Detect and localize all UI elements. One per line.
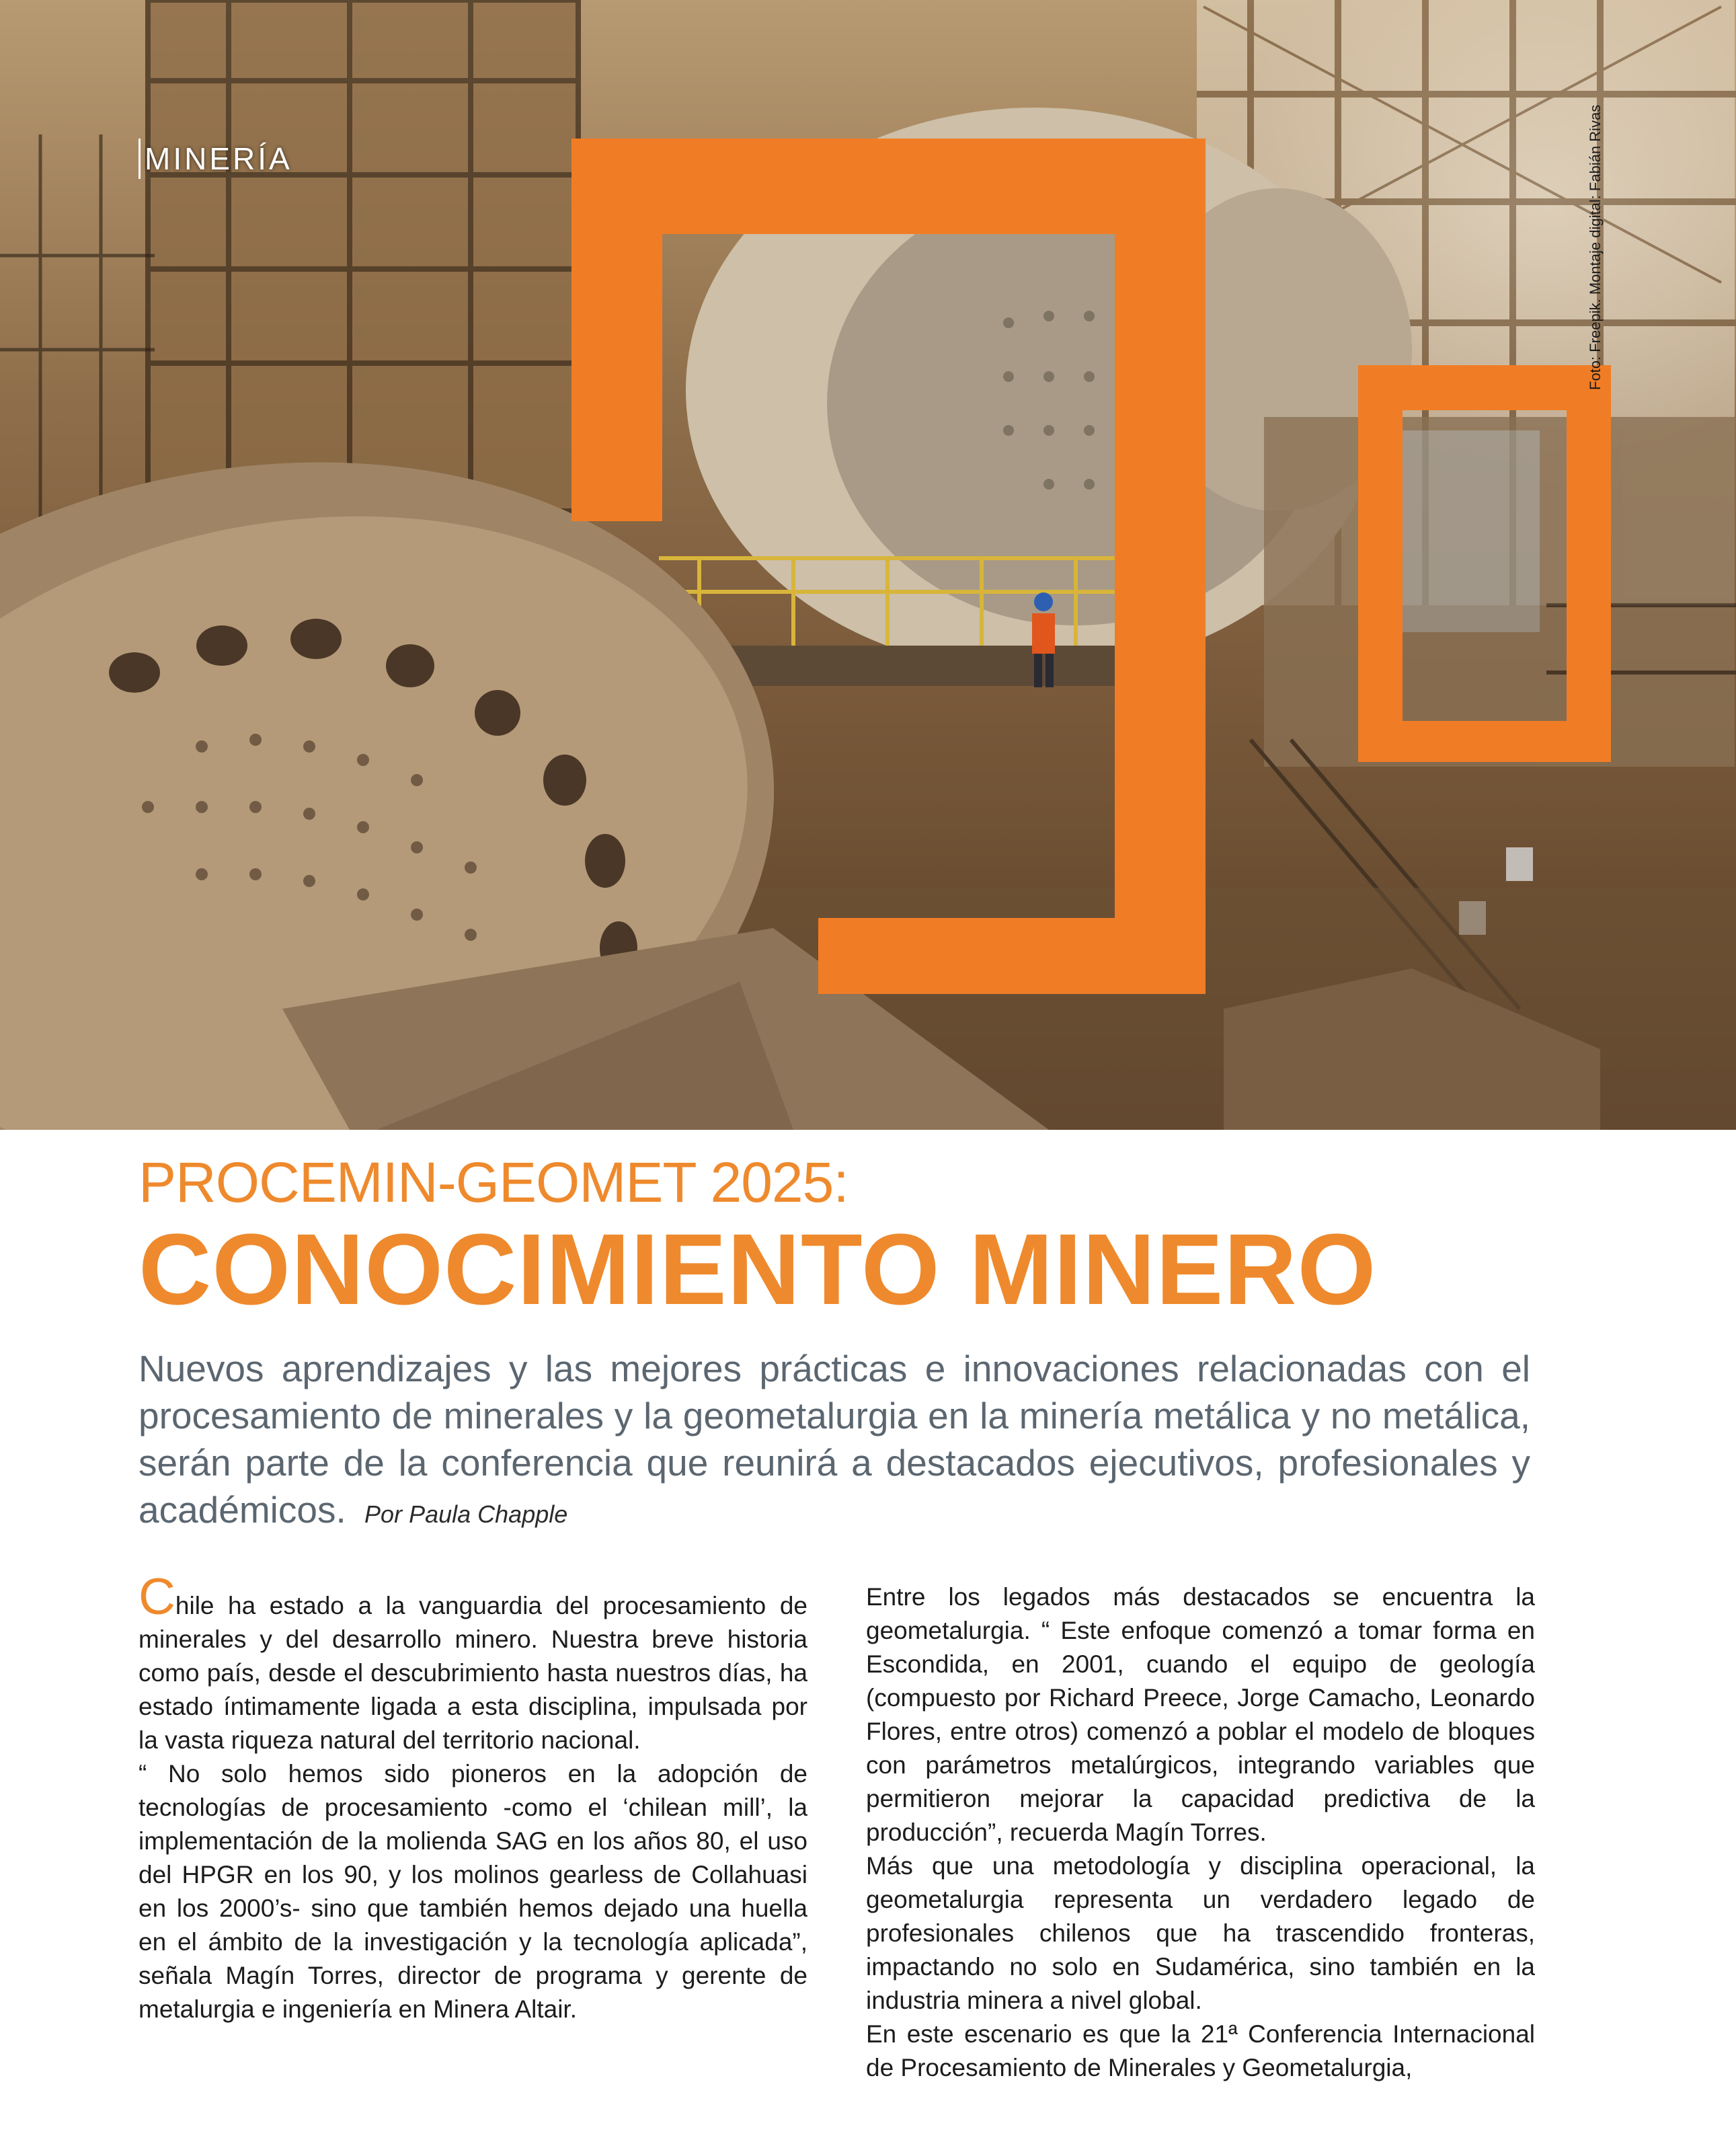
paragraph-text: hile ha estado a la vanguardia del procesamiento de minerales y del desarrollo minero. Nuestra breve historia como país, desde el descubrimiento hasta nuestros días, ha estado íntimamente ligada a esta disciplina, impulsada por la vasta riqueza natural del territorio nacional.	[139, 1592, 807, 1754]
article-kicker: PROCEMIN-GEOMET 2025:	[139, 1151, 849, 1214]
byline: Por Paula Chapple	[364, 1500, 568, 1528]
article-title: CONOCIMIENTO MINERO	[139, 1213, 1377, 1326]
paragraph	[139, 1568, 807, 1757]
lead-text: Nuevos aprendizajes y las mejores prácticas e innovaciones relacionadas con el procesamiento de minerales y la geometalurgia en la minería metálica y no metálica, serán parte de la conferencia que reunirá a destacados ejecutivos, profesionales y académicos.	[139, 1348, 1530, 1531]
paragraph: “ No solo hemos sido pioneros en la adopción de tecnologías de procesamiento -como el ‘chilean mill’, la implementación de la molienda SAG en los años 80, el uso del HPGR en los 90, y los molinos gearless de Collahuasi en los 2000’s- sino que también hemos dejado una huella en el ámbito de la investigación y la tecnología aplicada”, señala Magín Torres, director de programa y gerente de metalurgia e ingeniería en Minera Altair.	[139, 1760, 807, 2023]
column-left	[139, 1568, 807, 2026]
photo-credit: Foto: Freepik. Montaje digital: Fabián Rivas	[1587, 104, 1604, 390]
section-tag: MINERÍA	[139, 139, 297, 179]
article-lead	[139, 1345, 1530, 1538]
paragraph: Más que una metodología y disciplina operacional, la geometalurgia representa un verdadero legado de profesionales chilenos que ha trascendido fronteras, impactando no solo en Sudamérica, sino también en la industria minera a nivel global.	[866, 1852, 1535, 2014]
drop-cap: C	[139, 1568, 175, 1625]
paragraph: En este escenario es que la 21ª Conferencia Internacional de Procesamiento de Minerales y Geometalurgia,	[866, 2020, 1535, 2081]
paragraph: Entre los legados más destacados se encuentra la geometalurgia. “ Este enfoque comenzó a tomar forma en Escondida, en 2001, cuando el equipo de geología (compuesto por Richard Preece, Jorge Camacho, Leonardo Flores, entre otros) comenzó a poblar el modelo de bloques con parámetros metalúrgicos, integrando variables que permitieron mejorar la capacidad predictiva de la producción”, recuerda Magín Torres.	[866, 1583, 1535, 1846]
column-right	[866, 1580, 1535, 2085]
